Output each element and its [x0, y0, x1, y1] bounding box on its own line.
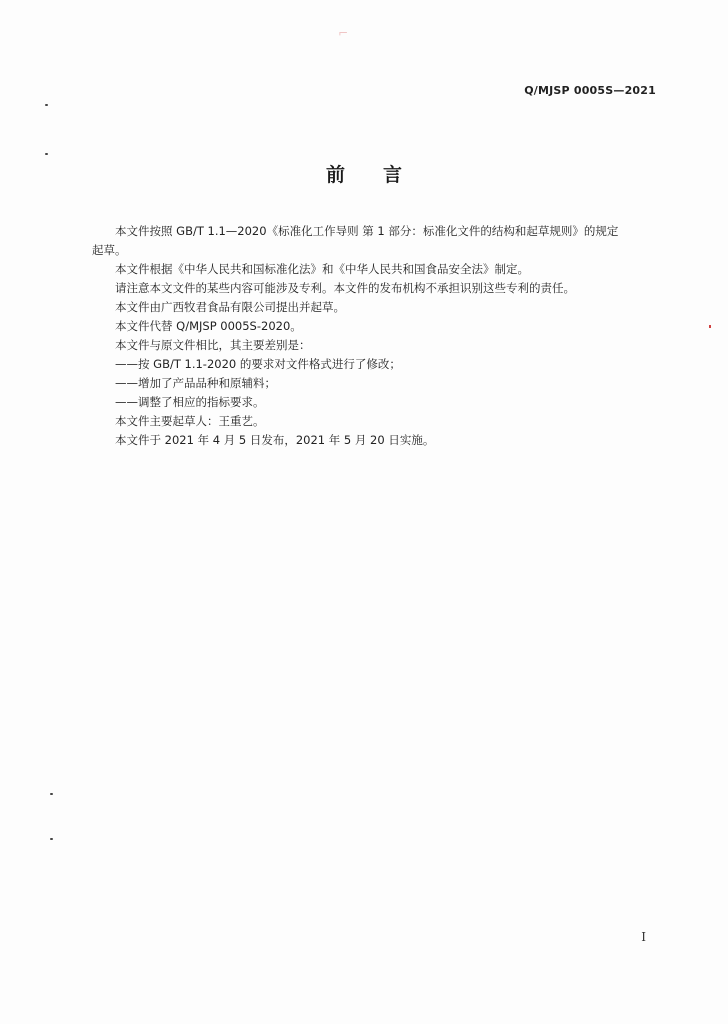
page-number: I	[641, 930, 646, 944]
list-item-difference: ——调整了相应的指标要求。	[115, 395, 265, 409]
paragraph-line: 起草。	[92, 243, 127, 257]
paragraph-drafting-basis	[92, 222, 667, 260]
faint-stamp-mark: ⌐	[338, 26, 349, 40]
page-title: 前言	[325, 164, 440, 186]
document-code: Q/MJSP 0005S—2021	[524, 84, 656, 97]
paragraph-replaces: 本文件代替 Q/MJSP 0005S-2020。	[115, 319, 302, 333]
paragraph-dates: 本文件于 2021 年 4 月 5 日发布，2021 年 5 月 20 日实施。	[115, 433, 435, 447]
list-item-difference: ——增加了产品品种和原辅料；	[115, 376, 276, 390]
scan-speck	[50, 838, 53, 840]
paragraph-drafter: 本文件主要起草人：王重艺。	[115, 414, 265, 428]
preface-body	[92, 222, 667, 450]
scan-speck	[45, 153, 48, 155]
paragraph-legal-basis: 本文件根据《中华人民共和国标准化法》和《中华人民共和国食品安全法》制定。	[115, 262, 529, 276]
paragraph-line: 本文件按照 GB/T 1.1—2020《标准化工作导则 第 1 部分：标准化文件的结构和起草规则》的规定	[115, 224, 619, 238]
list-item-difference: ——按 GB/T 1.1-2020 的要求对文件格式进行了修改；	[115, 357, 401, 371]
paragraph-differences-intro: 本文件与原文件相比，其主要差别是：	[115, 338, 311, 352]
scan-speck	[50, 793, 53, 795]
paragraph-patent-notice: 请注意本文文件的某些内容可能涉及专利。本文件的发布机构不承担识别这些专利的责任。	[115, 281, 575, 295]
scan-speck	[709, 325, 711, 328]
paragraph-proposer: 本文件由广西牧君食品有限公司提出并起草。	[115, 300, 345, 314]
scan-speck	[45, 104, 48, 106]
